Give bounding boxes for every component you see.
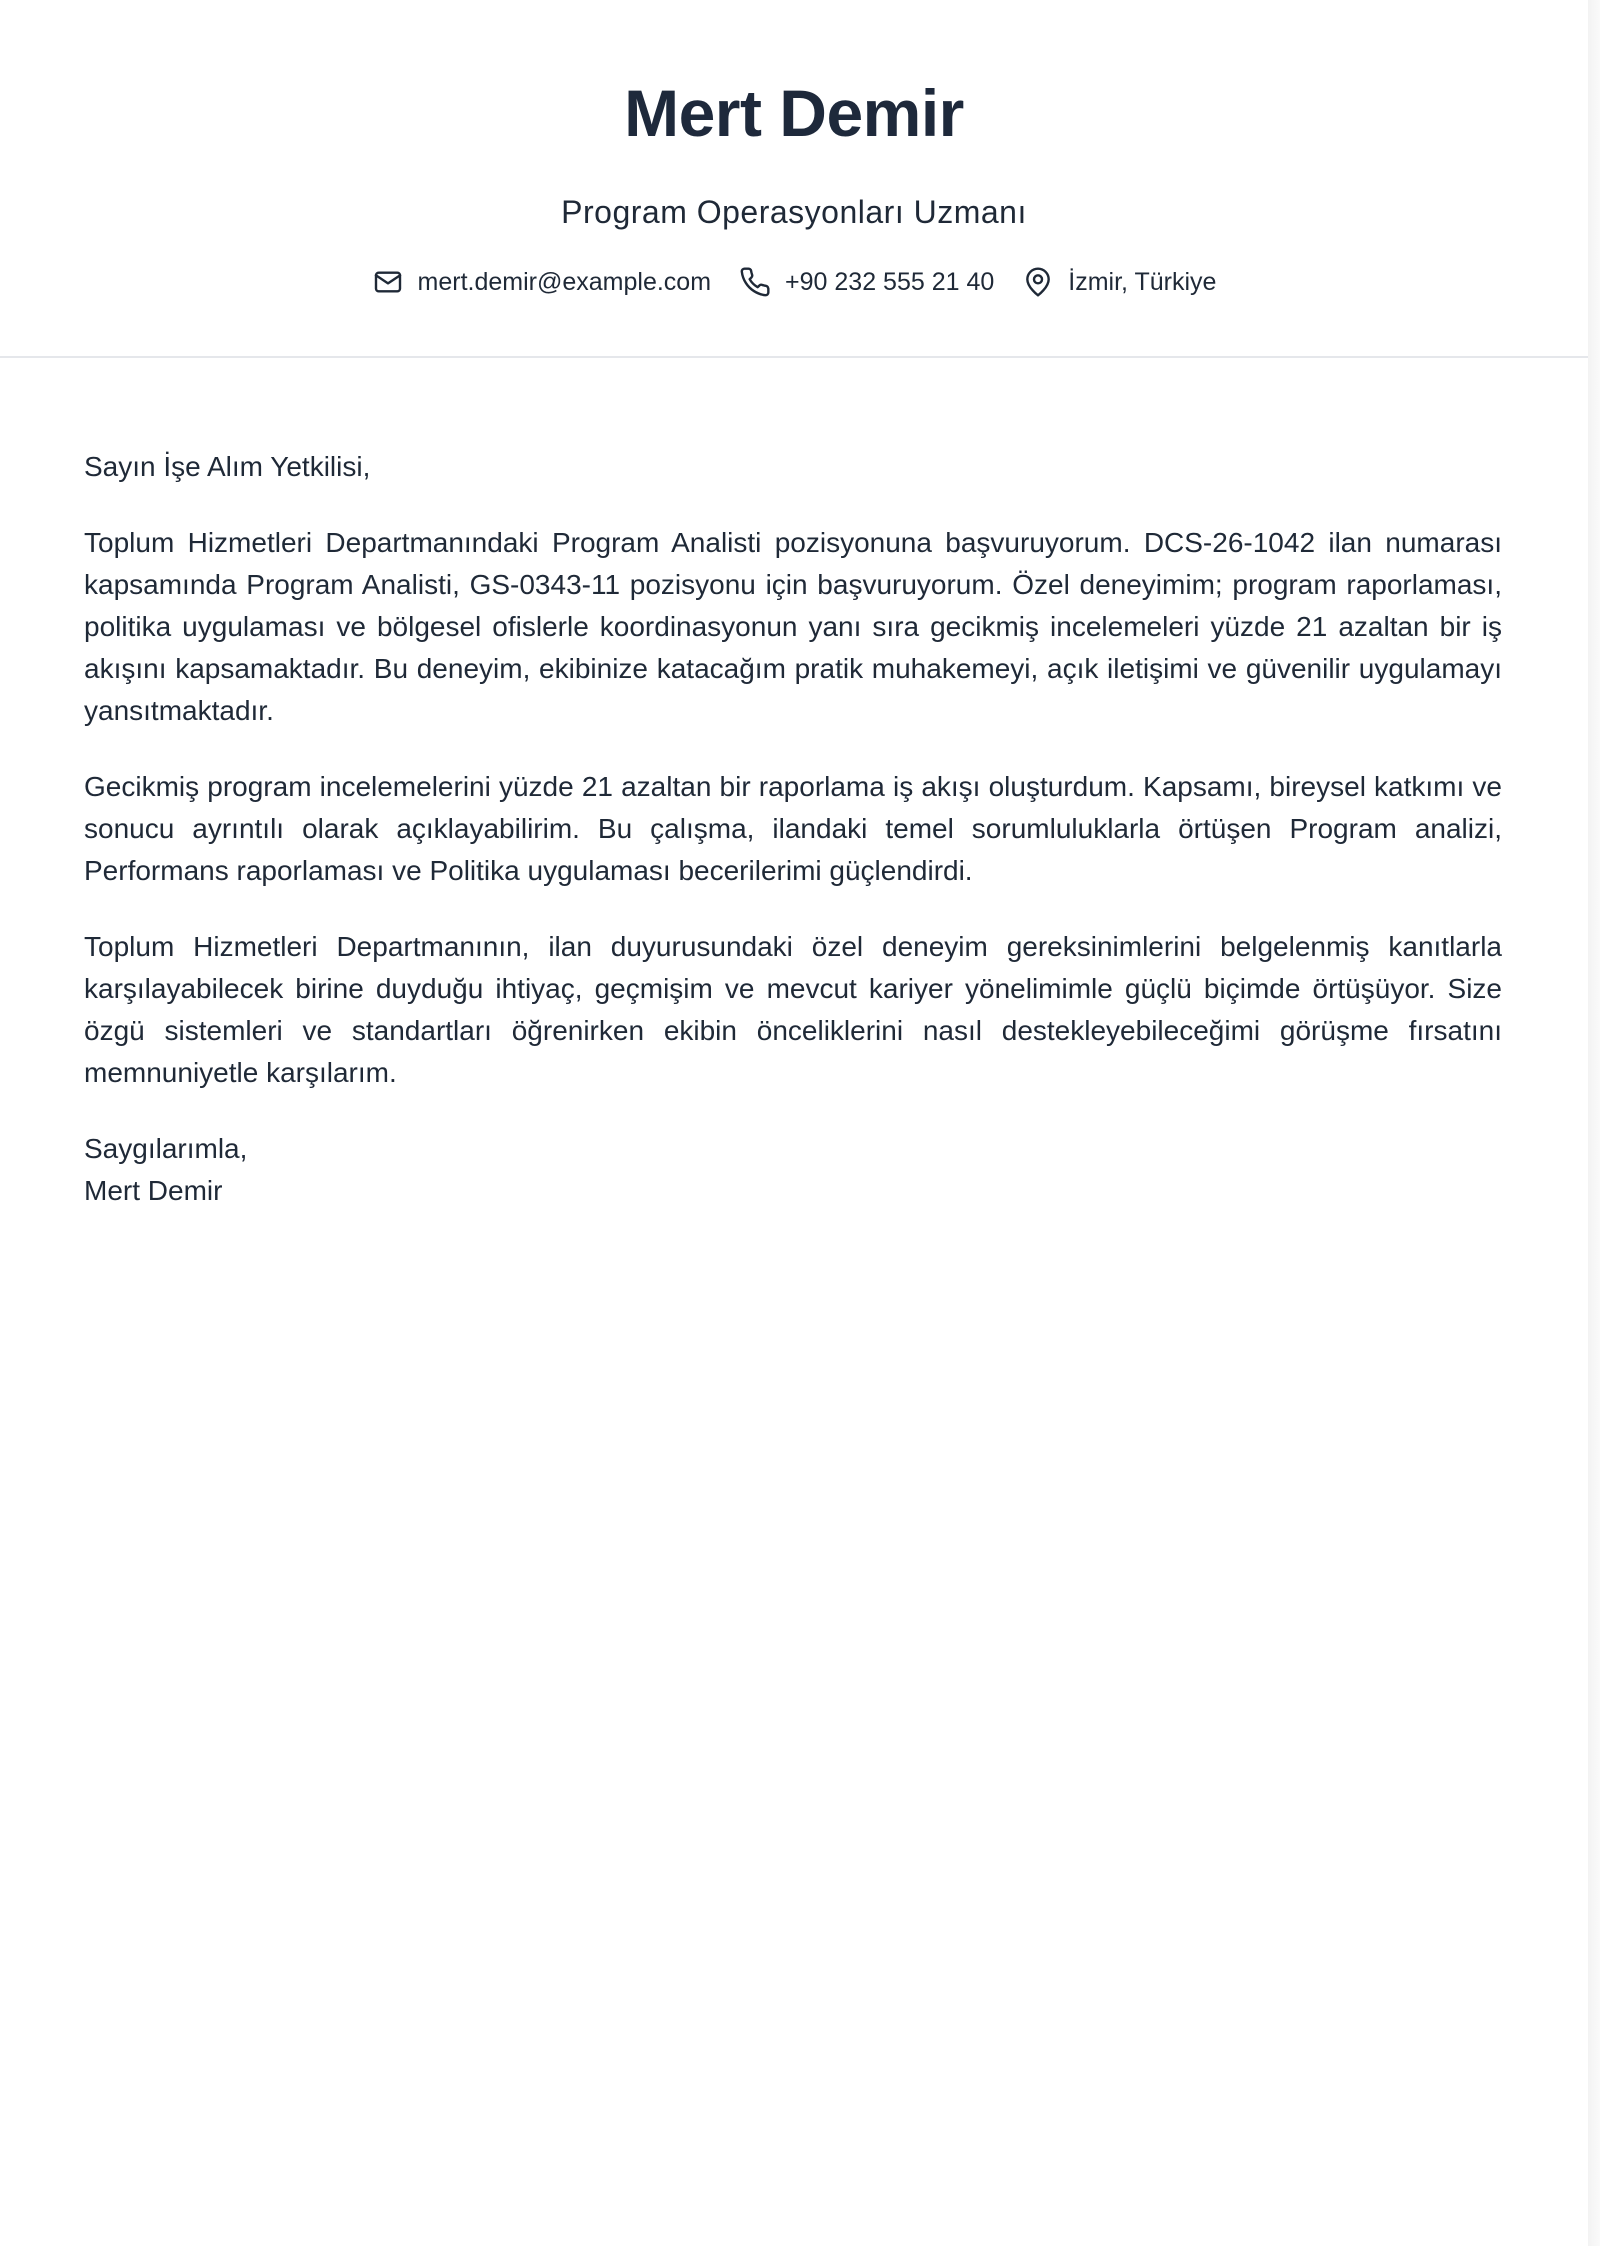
letter-body (84, 446, 1502, 1246)
page-edge-shadow (1588, 0, 1600, 2246)
contact-email-text: mert.demir@example.com (417, 267, 712, 296)
contact-location-text: İzmir, Türkiye (1068, 267, 1217, 296)
letter-salutation: Sayın İşe Alım Yetkilisi, (84, 451, 371, 482)
letter-closing: Saygılarımla, (84, 1133, 248, 1164)
phone-icon (739, 266, 771, 298)
contact-email[interactable] (372, 266, 712, 298)
letter-signature: Mert Demir (84, 1175, 223, 1206)
contact-row (0, 262, 1588, 302)
contact-phone[interactable] (739, 266, 994, 298)
contact-phone-text: +90 232 555 21 40 (785, 267, 995, 296)
letter-closing-block (84, 1128, 1502, 1212)
letter-header (0, 0, 1588, 358)
letter-paragraph-1: Toplum Hizmetleri Departmanındaki Program Analisti pozisyonuna başvuruyorum. DCS-26-1042 ilan numarası kapsamında Program Analisti, GS-0343-11 pozisyonu için başvuruyorum. Özel deneyimim; program raporlaması, politika uygulaması ve bölgesel ofislerle koordinasyonun yanı sıra gecikmiş incelemeleri yüzde 21 azaltan bir iş akışını kapsamaktadır. Bu deneyim, ekibinize katacağım pratik muhakemeyi, açık iletişimi ve güvenilir uygulamayı yansıtmaktadır. (84, 527, 1502, 726)
letter-paragraph-3: Toplum Hizmetleri Departmanının, ilan duyurusundaki özel deneyim gereksinimlerini belgelenmiş kanıtlarla karşılayabilecek birine duyduğu ihtiyaç, geçmişim ve mevcut kariyer yönelimimle güçlü biçimde örtüşüyor. Size özgü sistemleri ve standartları öğrenirken ekibin önceliklerini nasıl destekleyebileceğimi görüşme fırsatını memnuniyetle karşılarım. (84, 931, 1502, 1088)
applicant-role: Program Operasyonları Uzmanı (561, 194, 1027, 230)
letter-paragraph-2: Gecikmiş program incelemelerini yüzde 21 azaltan bir raporlama iş akışı oluşturdum. Kapsamı, bireysel katkımı ve sonucu ayrıntılı olarak açıklayabilirim. Bu çalışma, ilandaki temel sorumluluklarla örtüşen Program analizi, Performans raporlaması ve Politika uygulaması becerilerimi güçlendirdi. (84, 771, 1502, 886)
applicant-name: Mert Demir (624, 76, 964, 150)
contact-location (1022, 266, 1216, 298)
location-pin-icon (1022, 266, 1054, 298)
mail-icon (372, 266, 404, 298)
